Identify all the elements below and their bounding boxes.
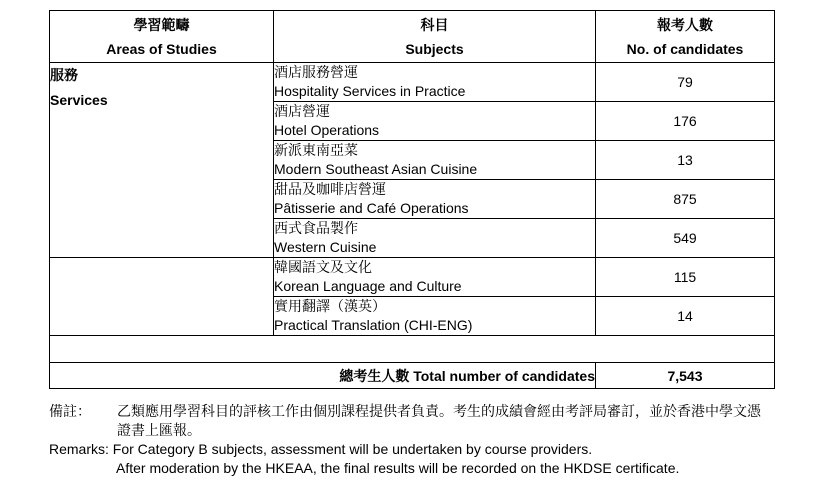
- area-zh: 服務: [50, 67, 78, 83]
- count-cell: 875: [596, 180, 775, 219]
- total-row: [50, 363, 775, 389]
- header-subjects-zh: 科目: [420, 16, 449, 33]
- subject-cell: [274, 258, 596, 297]
- count-cell: 176: [596, 102, 775, 141]
- subject-en: Modern Southeast Asian Cuisine: [274, 161, 478, 177]
- table-row: [50, 258, 775, 297]
- count-cell: 115: [596, 258, 775, 297]
- chinese-note-label: 備註：: [49, 403, 91, 419]
- blank-cell: [50, 336, 775, 363]
- subject-zh: 甜品及咖啡店營運: [274, 181, 386, 197]
- area-cell-services: [50, 63, 274, 258]
- subject-cell: [274, 297, 596, 336]
- subject-zh: 韓國語文及文化: [274, 259, 372, 275]
- candidates-table: [49, 10, 775, 389]
- header-count-en: No. of candidates: [626, 40, 744, 57]
- subject-cell: [274, 102, 596, 141]
- chinese-note: [49, 402, 809, 440]
- subject-en: Western Cuisine: [274, 239, 377, 255]
- header-row: [50, 11, 775, 63]
- subject-en: Hotel Operations: [274, 122, 380, 138]
- count-cell: 549: [596, 219, 775, 258]
- subject-en: Hospitality Services in Practice: [274, 83, 466, 99]
- blank-row: [50, 336, 775, 363]
- total-label-en: Total number of candidates: [413, 367, 595, 384]
- subject-cell: [274, 219, 596, 258]
- count-cell: 13: [596, 141, 775, 180]
- subject-en: Korean Language and Culture: [274, 278, 462, 294]
- count-cell: 14: [596, 297, 775, 336]
- area-en: Services: [50, 92, 108, 108]
- subject-en: Practical Translation (CHI-ENG): [274, 317, 473, 333]
- subject-en: Pâtisserie and Café Operations: [274, 200, 469, 216]
- remarks-line-2: After moderation by the HKEAA, the final results will be recorded on the HKDSE certificate.: [116, 460, 680, 476]
- subject-cell: [274, 63, 596, 102]
- total-label: [50, 363, 596, 389]
- header-area-zh: 學習範疇: [133, 16, 190, 33]
- subject-zh: 西式食品製作: [274, 220, 358, 236]
- notes: [49, 402, 809, 478]
- table-row: [50, 63, 775, 102]
- subject-zh: 酒店營運: [274, 103, 330, 119]
- chinese-note-text: 乙類應用學習科目的評核工作由個別課程提供者負責。考生的成績會經由考評局審訂，並於香港中學文憑證書上匯報。: [117, 403, 761, 438]
- header-subjects: [274, 11, 596, 63]
- subject-cell: [274, 141, 596, 180]
- count-cell: 79: [596, 63, 775, 102]
- total-value: 7,543: [596, 363, 775, 389]
- subject-zh: 新派東南亞菜: [274, 142, 358, 158]
- area-cell-empty: [50, 258, 274, 336]
- header-count-zh: 報考人數: [657, 16, 713, 33]
- total-label-zh: 總考生人數: [339, 367, 410, 384]
- header-count: [596, 11, 775, 63]
- header-subjects-en: Subjects: [405, 40, 464, 57]
- subject-zh: 酒店服務營運: [274, 64, 358, 80]
- header-area-en: Areas of Studies: [106, 40, 217, 57]
- remarks-line-1: Remarks: For Category B subjects, assessment will be undertaken by course providers.: [49, 441, 593, 457]
- subject-cell: [274, 180, 596, 219]
- subject-zh: 實用翻譯（漢英）: [274, 298, 386, 314]
- header-area: [50, 11, 274, 63]
